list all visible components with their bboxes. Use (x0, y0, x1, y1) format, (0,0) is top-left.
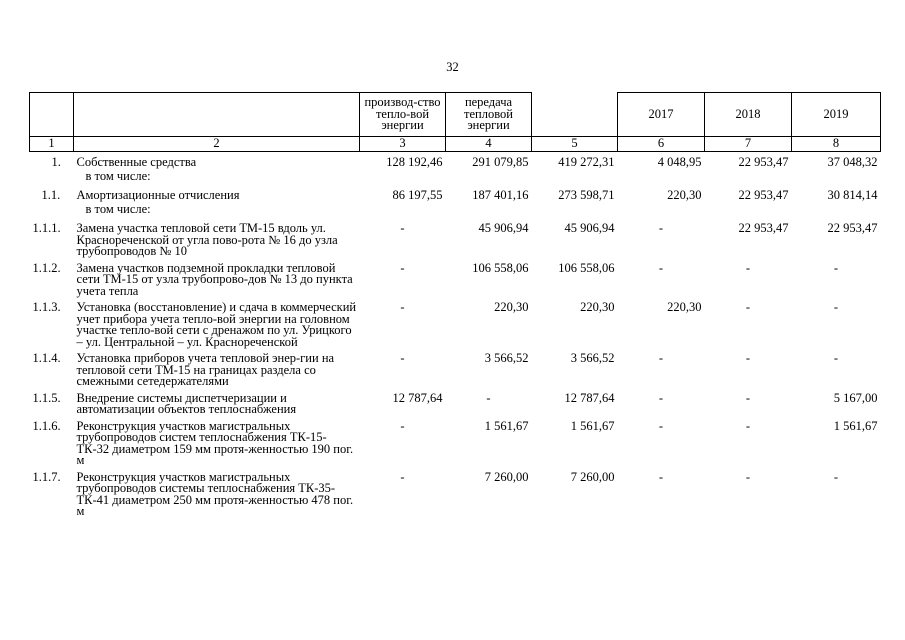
page-number: 32 (446, 60, 459, 74)
row-value-col4: 45 906,94 (478, 221, 529, 235)
table-header-row (30, 93, 881, 137)
row-description: Замена участка тепловой сети ТМ-15 вдоль ул. Краснореченской от угла пово-рота № 16 до узла трубопроводов № 10 (76, 221, 338, 258)
row-value-col8: 1 561,67 (833, 418, 878, 433)
row-value-col5: 273 598,71 (558, 188, 615, 202)
row-value-col4: 3 566,52 (484, 351, 529, 365)
row-value-col6: - (658, 418, 664, 433)
row-value-col4: - (486, 390, 491, 405)
column-number-row (30, 137, 881, 152)
row-value-col8: 22 953,47 (827, 221, 878, 235)
table-row (30, 152, 881, 169)
column-number: 8 (792, 137, 881, 152)
row-value-col3: 128 192,46 (386, 155, 443, 169)
row-value-col6: - (658, 469, 664, 484)
column-number: 5 (532, 137, 618, 152)
row-value-col5: 45 906,94 (564, 221, 615, 235)
column-number: 1 (30, 137, 74, 152)
row-code: 1. (51, 155, 61, 169)
row-value-col7: 22 953,47 (738, 221, 789, 235)
row-value-col7: 22 953,47 (738, 155, 789, 169)
row-value-col7: - (745, 351, 751, 365)
row-description: Реконструкция участков магистральных трубопроводов систем теплоснабжения ТК-15-ТК-32 диаметром 159 мм протя-женностью 190 пог. м (76, 418, 354, 467)
row-code: 1.1.5. (32, 390, 61, 405)
table-row (30, 218, 881, 258)
row-description: Амортизационные отчисления (76, 188, 240, 202)
row-code: 1.1.1. (32, 221, 61, 235)
table-row (30, 297, 881, 348)
row-note: в том числе: (85, 168, 151, 183)
row-value-col3: - (400, 351, 405, 365)
row-value-col8: 37 048,32 (827, 155, 878, 169)
row-value-col3: - (400, 418, 405, 433)
table-row (30, 467, 881, 518)
row-description: Реконструкция участков магистральных трубопроводов системы теплоснабжения ТК-35-ТК-41 диаметром 250 мм протя-женностью 478 пог. м (76, 469, 354, 518)
row-value-col7: - (745, 469, 751, 484)
row-value-col7: - (745, 300, 751, 314)
table-row (30, 185, 881, 202)
table-row (30, 258, 881, 298)
header-col2 (74, 93, 360, 137)
row-description: Замена участков подземной прокладки тепловой сети ТМ-15 от узла трубопрово-дов № 13 до пункта учета тепла (76, 260, 353, 298)
row-value-col3: - (400, 221, 405, 235)
header-col8: 2019 (792, 93, 881, 137)
row-code: 1.1.3. (32, 300, 61, 314)
table-row (30, 348, 881, 388)
row-value-col6: - (658, 390, 664, 405)
row-value-col7: - (745, 418, 751, 433)
row-value-col7: - (745, 390, 751, 405)
row-value-col3: 12 787,64 (392, 390, 443, 405)
header-col5 (532, 93, 618, 137)
row-value-col8: 5 167,00 (833, 390, 878, 405)
table-subnote-row (30, 202, 881, 219)
row-value-col6: - (658, 351, 664, 365)
row-value-col4: 220,30 (494, 300, 529, 314)
row-value-col5: 419 272,31 (558, 155, 615, 169)
row-value-col3: - (400, 469, 405, 484)
row-value-col6: 220,30 (667, 188, 702, 202)
table-row (30, 388, 881, 416)
row-value-col8: - (833, 300, 839, 314)
column-number: 6 (618, 137, 705, 152)
row-value-col3: - (400, 300, 405, 314)
row-value-col4: 291 079,85 (472, 155, 529, 169)
column-number: 7 (705, 137, 792, 152)
investment-table (29, 92, 881, 518)
row-value-col6: - (658, 221, 664, 235)
row-value-col4: 187 401,16 (472, 188, 529, 202)
row-description: Собственные средства (76, 155, 197, 169)
row-value-col5: 7 260,00 (570, 469, 615, 484)
column-number: 4 (446, 137, 532, 152)
row-description: Внедрение системы диспетчеризации и автоматизации объектов теплоснабжения (76, 390, 297, 416)
column-number: 3 (360, 137, 446, 152)
row-value-col3: - (400, 260, 405, 275)
row-value-col8: - (833, 260, 839, 275)
header-col7: 2018 (705, 93, 792, 137)
row-value-col8: - (833, 351, 839, 365)
row-value-col5: 220,30 (580, 300, 615, 314)
row-value-col4: 1 561,67 (484, 418, 529, 433)
row-code: 1.1.7. (32, 469, 61, 484)
row-value-col5: 106 558,06 (558, 260, 615, 275)
header-col3: производ-ство тепло-вой энергии (360, 93, 446, 137)
row-value-col4: 106 558,06 (472, 260, 529, 275)
row-code: 1.1.6. (32, 418, 61, 433)
row-code: 1.1.2. (32, 260, 61, 275)
row-description: Установка приборов учета тепловой энер-гии на тепловой сети ТМ-15 на границах раздела со смежными сетедержателями (76, 351, 335, 388)
row-code: 1.1. (41, 188, 61, 202)
row-value-col5: 12 787,64 (564, 390, 615, 405)
row-value-col3: 86 197,55 (392, 188, 443, 202)
header-col4: передача тепловой энергии (446, 93, 532, 137)
row-value-col7: 22 953,47 (738, 188, 789, 202)
column-number: 2 (74, 137, 360, 152)
header-col1 (30, 93, 74, 137)
row-value-col4: 7 260,00 (484, 469, 529, 484)
row-value-col7: - (745, 260, 751, 275)
header-col6: 2017 (618, 93, 705, 137)
row-note: в том числе: (85, 201, 151, 216)
table-subnote-row (30, 169, 881, 186)
row-value-col6: 220,30 (667, 300, 702, 314)
row-value-col8: - (833, 469, 839, 484)
table-row (30, 416, 881, 467)
row-code: 1.1.4. (32, 351, 61, 365)
row-value-col5: 1 561,67 (570, 418, 615, 433)
row-description: Установка (восстановление) и сдача в коммерческий учет прибора учета тепло-вой энергии на головном участке тепло-вой сети с дренажом по ул. Урицкого – ул. Центральной – ул. Краснореченской (76, 300, 357, 349)
row-value-col6: - (658, 260, 664, 275)
row-value-col8: 30 814,14 (827, 188, 878, 202)
row-value-col6: 4 048,95 (657, 155, 702, 169)
row-value-col5: 3 566,52 (570, 351, 615, 365)
